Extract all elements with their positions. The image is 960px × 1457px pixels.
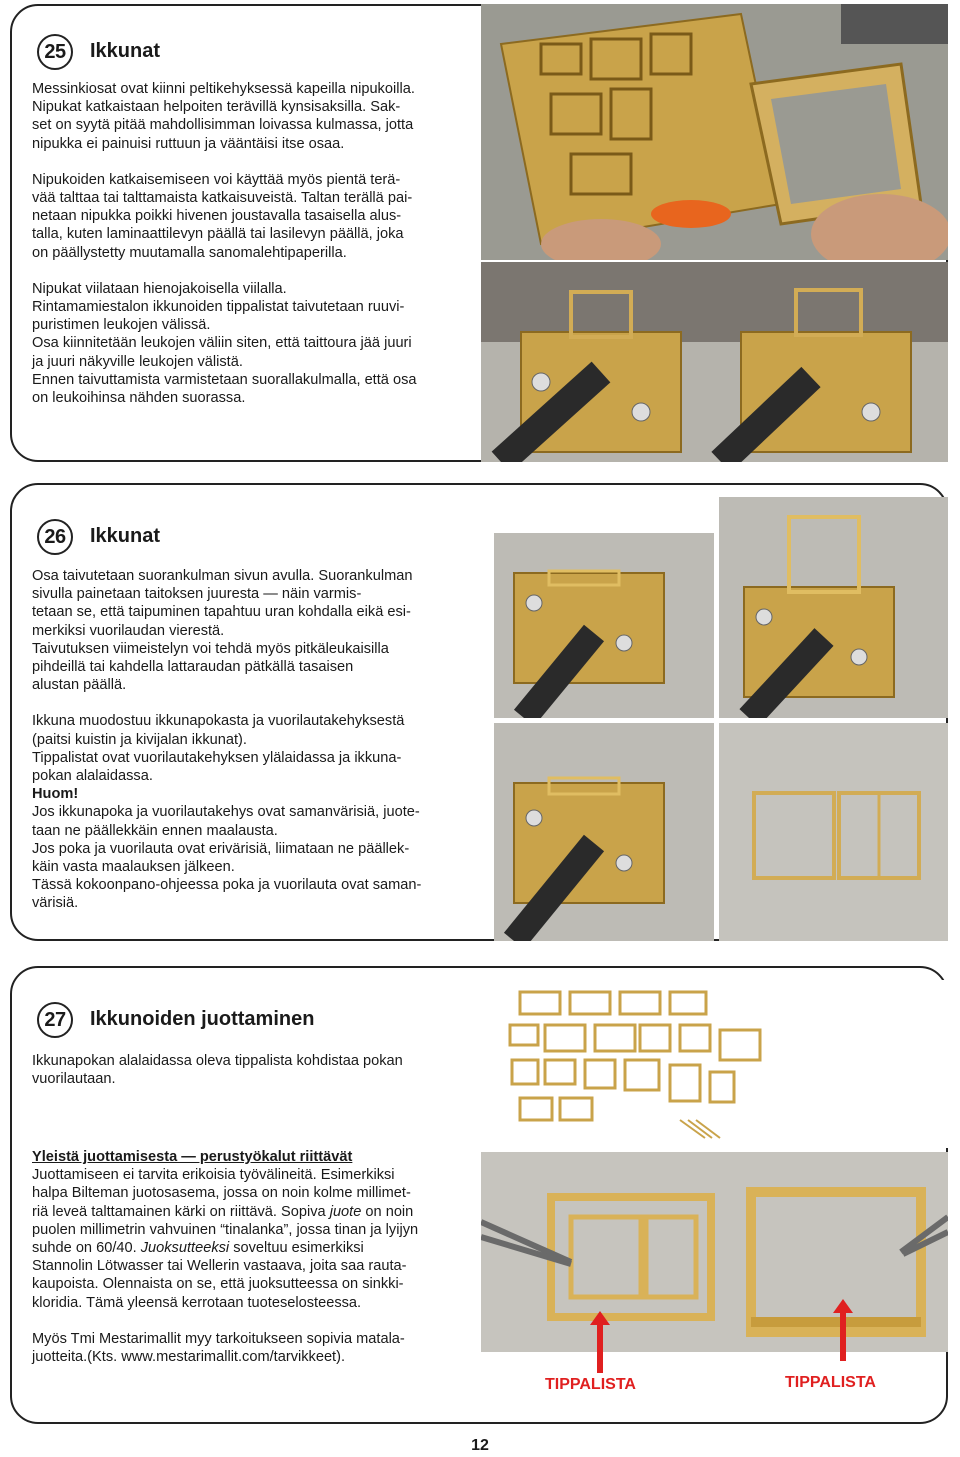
text-line: käin vasta maalauksen jälkeen. (32, 859, 235, 876)
text-line: vuorilautaan. (32, 1071, 116, 1088)
text-line: Osa kiinnitetään leukojen väliin siten, että taittoura jää juuri (32, 335, 412, 352)
photo-vise-flat-part (494, 533, 714, 718)
text-line: Taivutuksen viimeistelyn voi tehdä myös pitkäleukaisilla (32, 640, 389, 657)
text-line: halpa Bilteman juotosasema, jossa on noin kolme millimet- (32, 1185, 411, 1202)
text-line: nipukka ei painuisi ruttuun ja vääntäisi itse osaa. (32, 135, 345, 152)
emphasis: juote (329, 1203, 362, 1220)
section-27 (10, 966, 948, 1424)
photo-vise-bending (481, 262, 948, 462)
tippalista-label: TIPPALISTA (545, 1376, 636, 1393)
text-line: Nipukat katkaistaan helpoiten terävillä kynsisaksilla. Sak- (32, 99, 401, 116)
text-line: tetaan se, että taipuminen tapahtuu uran kohdalla eikä esi- (32, 604, 411, 621)
text-line: pihdeillä tai kahdella lattaraudan pätkällä tasaisen (32, 659, 354, 676)
text-line: on päällystetty muutamalla sanomalehtipaperilla. (32, 244, 347, 261)
text-line: Tässä kokoonpano-ohjeessa poka ja vuorilauta ovat saman- (32, 877, 422, 894)
photo-tweezers-frames (481, 1152, 948, 1352)
text-line: pokan alalaidassa. (32, 768, 153, 785)
text-line: talla, kuten laminaattilevyn päällä tai lasilevyn päällä, joka (32, 226, 404, 243)
text-line: puristimen leukojen välissä. (32, 317, 211, 334)
arrow-icon (833, 1299, 853, 1361)
page-number: 12 (471, 1437, 489, 1454)
arrow-icon (590, 1311, 610, 1373)
text-line: Myös Tmi Mestarimallit myy tarkoitukseen sopivia matala- (32, 1330, 405, 1347)
photo-vise-bent-frame (719, 497, 948, 718)
step-text (32, 567, 492, 913)
text-line: Ikkuna muodostuu ikkunapokasta ja vuorilautakehyksestä (32, 713, 405, 730)
section-25 (10, 4, 948, 462)
text-line: värisiä. (32, 895, 79, 912)
text-line: sivulla painetaan taitoksen juuresta — näin varmis- (32, 586, 362, 603)
text-line: alustan päällä. (32, 677, 127, 694)
text-line: set on syytä pitää mahdollisimman loivassa kulmassa, jotta (32, 117, 414, 134)
text-line: Nipukat viilataan hienojakoisella viilalla. (32, 280, 287, 297)
text-line: Nipukoiden katkaisemiseen voi käyttää myös pientä terä- (32, 171, 401, 188)
photo-cutting-parts (481, 4, 948, 260)
text-line: (paitsi kuistin ja kivijalan ikkunat). (32, 731, 247, 748)
text-line: Jos ikkunapoka ja vuorilautakehys ovat samanvärisiä, juote- (32, 804, 420, 821)
text-line: on leukoihinsa nähden suorassa. (32, 390, 246, 407)
text-line: puolen millimetrin vahvuinen “tinalanka”, jossa tinan ja lyijyn (32, 1221, 419, 1238)
photo-parts-layout (490, 980, 948, 1148)
step-number-badge: 27 (37, 1002, 73, 1038)
tippalista-label: TIPPALISTA (785, 1374, 876, 1391)
photo-finished-frames (719, 723, 948, 941)
step-title: Ikkunat (90, 40, 161, 62)
text-line: Juottamiseen ei tarvita erikoisia työvälineitä. Esimerkiksi (32, 1167, 395, 1184)
section-26 (10, 483, 948, 941)
subheading: Yleistä juottamisesta — perustyökalut riittävät (32, 1149, 353, 1165)
photo-vise-pressing (494, 723, 714, 941)
step-intro (32, 1052, 482, 1088)
text-line: juotteita.(Kts. www.mestarimallit.com/tarvikkeet). (32, 1349, 346, 1366)
text-line: riä leveä talttamainen kärki on riittävä. Sopiva juote on noin (32, 1203, 414, 1220)
text-line: Ikkunapokan alalaidassa oleva tippalista kohdistaa pokan (32, 1053, 403, 1069)
text-line: kaupoista. Olennaista on se, että juoksutteessa on sinkki- (32, 1276, 404, 1293)
text-line: netaan nipukka poikki hivenen joustavalla tasaisella alus- (32, 208, 402, 225)
text-line: Jos poka ja vuorilauta ovat erivärisiä, liimataan ne päällek- (32, 840, 410, 857)
step-number-badge: 26 (37, 519, 73, 555)
text-line: kloridia. Tämä yleensä kerrotaan tuoteselosteessa. (32, 1294, 362, 1311)
text-line: merkiksi vuorilaudan vierestä. (32, 622, 225, 639)
text-line: taan ne päällekkäin ennen maalausta. (32, 822, 278, 839)
text-line: ja juuri näkyville leukojen välistä. (32, 353, 243, 370)
text-line: vää talttaa tai talttamaista katkaisuveistä. Taltan terällä pai- (32, 190, 413, 207)
step-text (32, 80, 482, 407)
text-line: Osa taivutetaan suorankulman sivun avulla. Suorankulman (32, 568, 413, 584)
text-line: Ennen taivuttamista varmistetaan suorallakulmalla, että osa (32, 371, 417, 388)
step-title: Ikkunat (90, 525, 161, 547)
step-title: Ikkunoiden juottaminen (90, 1008, 315, 1030)
emphasis: Juoksutteeksi (140, 1240, 230, 1257)
step-body (32, 1148, 492, 1366)
note-heading: Huom! (32, 786, 79, 803)
text-line: Tippalistat ovat vuorilautakehyksen ylälaidassa ja ikkuna- (32, 749, 402, 766)
text-line: suhde on 60/40. Juoksutteeksi soveltuu esimerkiksi (32, 1240, 364, 1257)
step-number-badge: 25 (37, 34, 73, 70)
text-line: Rintamamiestalon ikkunoiden tippalistat taivutetaan ruuvi- (32, 299, 405, 316)
text-line: Stannolin Lötwasser tai Wellerin vastaava, joita saa rauta- (32, 1258, 407, 1275)
text-line: Messinkiosat ovat kiinni peltikehyksessä kapeilla nipukoilla. (32, 81, 415, 97)
